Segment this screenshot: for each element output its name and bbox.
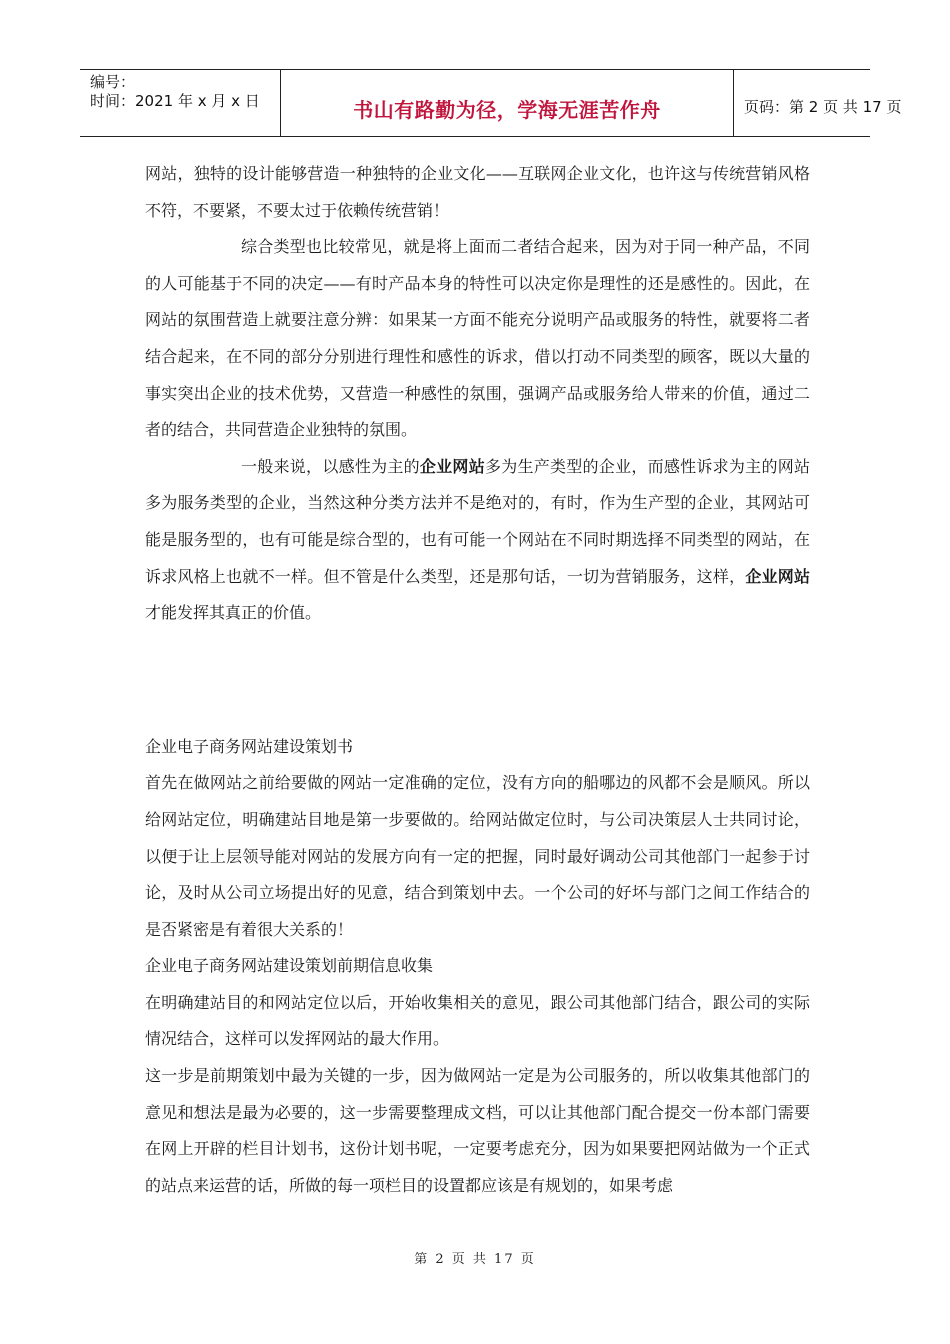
document-number-label: 编号：	[90, 73, 136, 91]
section-heading-2: 企业电子商务网站建设策划前期信息收集	[145, 956, 434, 976]
page-header	[80, 69, 902, 137]
paragraph-2: 综合类型也比较常见，就是将上面而二者结合起来，因为对于同一种产品，不同的人可能基于不同的决定——有时产品本身的特性可以决定你是理性的还是感性的。因此，在网站的氛围营造上就要注意分辨：如果某一方面不能充分说明产品或服务的特性，就要将二者结合起来，在不同的部分分别进行理性和感性的诉求，借以打动不同类型的顾客，既以大量的事实突出企业的技术优势，又营造一种感性的氛围，强调产品或服务给人带来的价值，通过二者的结合，共同营造企业独特的氛围。	[145, 237, 810, 440]
paragraph-1: 网站，独特的设计能够营造一种独特的企业文化——互联网企业文化，也许这与传统营销风格不符，不要紧，不要太过于依赖传统营销！	[145, 164, 810, 220]
page-footer: 第 2 页 共 17 页	[414, 1252, 536, 1267]
keyword-enterprise-website-2: 企业网站	[745, 566, 810, 586]
header-motto-cell	[281, 70, 734, 136]
section-heading-1: 企业电子商务网站建设策划书	[145, 736, 354, 756]
document-time-label: 时间：2021 年 x 月 x 日	[90, 92, 260, 110]
paragraph-3-part-e: 才能发挥其真正的价值。	[145, 603, 322, 623]
header-page-cell	[734, 70, 902, 136]
header-motto: 书山有路勤为径，学海无涯苦作舟	[353, 98, 661, 122]
paragraph-3-part-a: 一般来说，以感性为主的	[241, 456, 420, 476]
header-meta-cell	[80, 70, 281, 136]
document-body	[145, 156, 810, 1204]
paragraph-3-part-c: 多为生产类型的企业，而感性诉求为主的网站多为服务类型的企业，当然这种分类方法并不是绝对的，有时，作为生产型的企业，其网站可能是服务型的，也有可能是综合型的，也有可能一个网站在不同时期选择不同类型的网站，在诉求风格上也就不一样。但不管是什么类型，还是那句话，一切为营销服务，这样，	[145, 456, 810, 586]
header-page-info: 页码：第 2 页 共 17 页	[744, 98, 902, 116]
keyword-enterprise-website: 企业网站	[419, 456, 485, 476]
paragraph-4: 首先在做网站之前给要做的网站一定准确的定位，没有方向的船哪边的风都不会是顺风。所以给网站定位，明确建站目地是第一步要做的。给网站做定位时，与公司决策层人士共同讨论，以便于让上层领导能对网站的发展方向有一定的把握，同时最好调动公司其他部门一起参于讨论，及时从公司立场提出好的见意，结合到策划中去。一个公司的好坏与部门之间工作结合的是否紧密是有着很大关系的！	[145, 773, 810, 939]
paragraph-6: 这一步是前期策划中最为关键的一步，因为做网站一定是为公司服务的，所以收集其他部门的意见和想法是最为必要的，这一步需要整理成文档，可以让其他部门配合提交一份本部门需要在网上开辟的栏目计划书，这份计划书呢，一定要考虑充分，因为如果要把网站做为一个正式的站点来运营的话，所做的每一项栏目的设置都应该是有规划的，如果考虑	[145, 1066, 810, 1195]
paragraph-5: 在明确建站目的和网站定位以后，开始收集相关的意见，跟公司其他部门结合，跟公司的实际情况结合，这样可以发挥网站的最大作用。	[145, 992, 810, 1049]
section-gap	[145, 632, 810, 729]
paragraph-3	[145, 449, 810, 632]
